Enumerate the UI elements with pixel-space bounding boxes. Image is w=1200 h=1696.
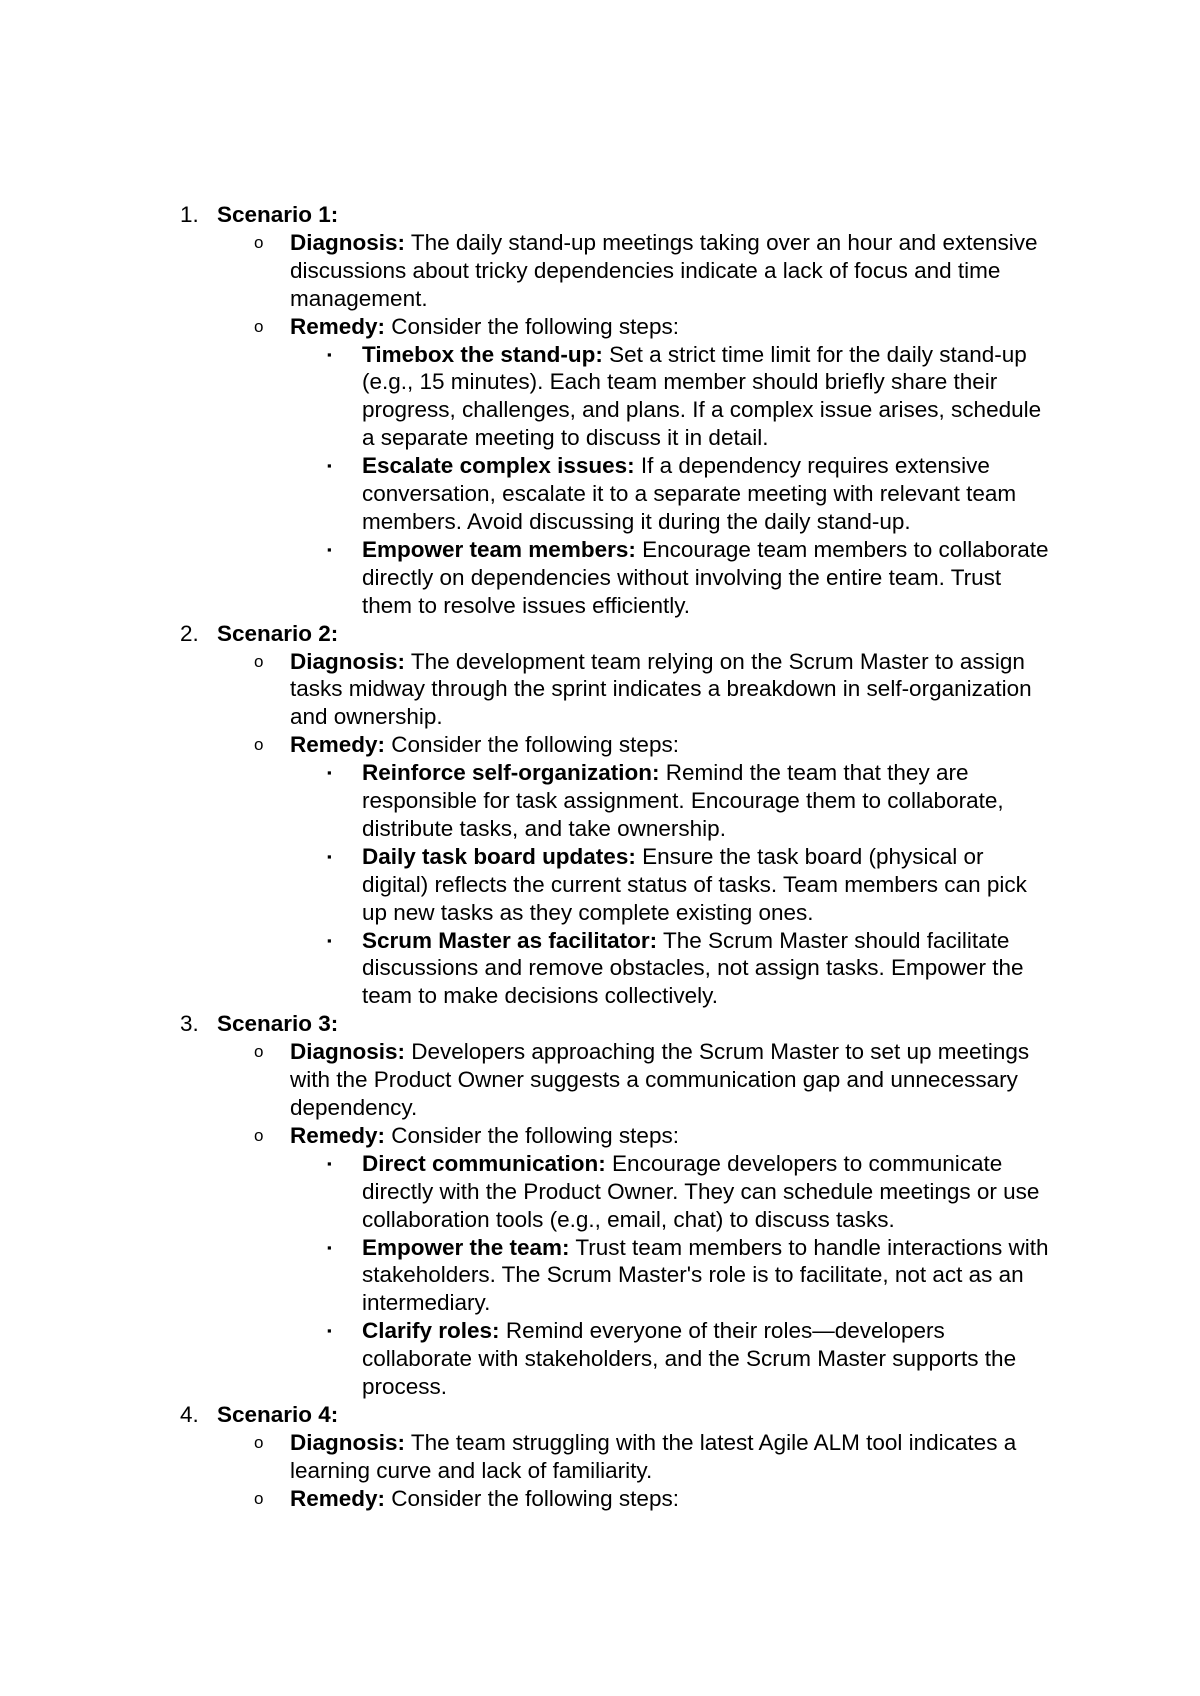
step-label: Daily task board updates: bbox=[362, 843, 636, 869]
step-item bbox=[0, 536, 1052, 620]
circle-bullet-icon: o bbox=[254, 1125, 264, 1145]
diagnosis-item bbox=[0, 1429, 1058, 1485]
scenario-title: Scenario 1: bbox=[217, 202, 339, 227]
square-bullet-icon: ▪ bbox=[327, 1155, 332, 1171]
step-label: Scrum Master as facilitator: bbox=[362, 927, 658, 953]
circle-bullet-icon: o bbox=[254, 232, 264, 252]
list-number: 1. bbox=[180, 202, 199, 227]
step-text: Encourage team members to collaborate directly on dependencies without involving the entire team. Trust them to resolve issues efficiently. bbox=[362, 536, 1049, 618]
step-item bbox=[0, 843, 1052, 927]
remedy-label: Remedy: bbox=[290, 732, 386, 758]
scenario-title: Scenario 4: bbox=[217, 1401, 339, 1427]
square-bullet-icon: ▪ bbox=[327, 932, 332, 948]
step-text: Remind the team that they are responsible for task assignment. Encourage them to collaborate, distribute tasks, and take ownership. bbox=[362, 760, 1004, 841]
step-label: Reinforce self-organization: bbox=[362, 760, 660, 786]
remedy-text: Consider the following steps: bbox=[385, 313, 679, 339]
step-text: Ensure the task board (physical or digital) reflects the current status of tasks. Team members can pick up new tasks as they complete existing ones. bbox=[362, 843, 1027, 925]
scenario-title: Scenario 3: bbox=[217, 1011, 339, 1037]
diagnosis-text: The development team relying on the Scrum Master to assign tasks midway through the sprint indicates a breakdown in self-organization and ownership. bbox=[290, 648, 1032, 730]
scenario-2 bbox=[0, 620, 1200, 648]
list-number: 3. bbox=[180, 1011, 199, 1037]
list-number: 4. bbox=[180, 1401, 199, 1427]
step-item bbox=[0, 1150, 1052, 1234]
diagnosis-item bbox=[0, 229, 1058, 313]
remedy-label: Remedy: bbox=[290, 1122, 386, 1148]
square-bullet-icon: ▪ bbox=[327, 1239, 332, 1255]
diagnosis-text: The daily stand-up meetings taking over an hour and extensive discussions about tricky dependencies indicate a lack of focus and time management. bbox=[290, 229, 1038, 311]
circle-bullet-icon: o bbox=[254, 651, 264, 671]
diagnosis-item bbox=[0, 648, 1058, 732]
step-text: If a dependency requires extensive conversation, escalate it to a separate meeting with relevant team members. Avoid discussing it during the daily stand-up. bbox=[362, 453, 1017, 534]
diagnosis-label: Diagnosis: bbox=[290, 1429, 406, 1455]
diagnosis-item bbox=[0, 1038, 1058, 1122]
square-bullet-icon: ▪ bbox=[327, 848, 332, 864]
scenario-list bbox=[0, 201, 1200, 1513]
remedy-item bbox=[0, 313, 1058, 341]
remedy-item bbox=[0, 731, 1058, 759]
scenario-4 bbox=[0, 1401, 1200, 1429]
list-number: 2. bbox=[180, 620, 199, 646]
diagnosis-text: The team struggling with the latest Agile ALM tool indicates a learning curve and lack of familiarity. bbox=[290, 1429, 1017, 1483]
circle-bullet-icon: o bbox=[254, 1042, 264, 1062]
square-bullet-icon: ▪ bbox=[327, 458, 332, 474]
diagnosis-label: Diagnosis: bbox=[290, 229, 406, 255]
step-label: Direct communication: bbox=[362, 1150, 606, 1176]
scenario-1 bbox=[0, 201, 1200, 229]
square-bullet-icon: ▪ bbox=[327, 765, 332, 781]
remedy-label: Remedy: bbox=[290, 1485, 386, 1511]
step-text: Set a strict time limit for the daily stand-up (e.g., 15 minutes). Each team member should briefly share their progress, challenges, and plans. If a complex issue arises, schedule a separate meeting to discuss it in detail. bbox=[362, 341, 1042, 451]
circle-bullet-icon: o bbox=[254, 316, 264, 336]
scenario-title: Scenario 2: bbox=[217, 620, 339, 646]
step-item bbox=[0, 452, 1052, 536]
remedy-text: Consider the following steps: bbox=[385, 1122, 679, 1148]
step-text: Encourage developers to communicate directly with the Product Owner. They can schedule meetings or use collaboration tools (e.g., email, chat) to discuss tasks. bbox=[362, 1150, 1040, 1232]
diagnosis-label: Diagnosis: bbox=[290, 1039, 406, 1065]
square-bullet-icon: ▪ bbox=[327, 1323, 332, 1339]
step-label: Clarify roles: bbox=[362, 1318, 500, 1344]
step-item bbox=[0, 927, 1052, 1011]
remedy-text: Consider the following steps: bbox=[385, 1485, 679, 1511]
circle-bullet-icon: o bbox=[254, 735, 264, 755]
diagnosis-text: Developers approaching the Scrum Master to set up meetings with the Product Owner suggests a communication gap and unnecessary dependency. bbox=[290, 1039, 1030, 1120]
step-item bbox=[0, 341, 1052, 453]
step-label: Empower team members: bbox=[362, 536, 636, 562]
scenario-3 bbox=[0, 1010, 1200, 1038]
remedy-text: Consider the following steps: bbox=[385, 732, 679, 758]
remedy-item bbox=[0, 1122, 1058, 1150]
step-item bbox=[0, 759, 1052, 843]
diagnosis-label: Diagnosis: bbox=[290, 648, 406, 674]
square-bullet-icon: ▪ bbox=[327, 346, 332, 362]
step-item bbox=[0, 1234, 1052, 1318]
step-label: Timebox the stand-up: bbox=[362, 341, 603, 367]
step-text: Trust team members to handle interactions with stakeholders. The Scrum Master's role is to facilitate, not act as an intermediary. bbox=[362, 1234, 1049, 1316]
circle-bullet-icon: o bbox=[254, 1488, 264, 1508]
step-label: Empower the team: bbox=[362, 1234, 570, 1260]
step-text: Remind everyone of their roles—developers collaborate with stakeholders, and the Scrum Master supports the process. bbox=[362, 1318, 1017, 1400]
square-bullet-icon: ▪ bbox=[327, 541, 332, 557]
step-label: Escalate complex issues: bbox=[362, 453, 635, 479]
step-text: The Scrum Master should facilitate discussions and remove obstacles, not assign tasks. Empower the team to make decisions collectively. bbox=[362, 927, 1024, 1009]
circle-bullet-icon: o bbox=[254, 1432, 264, 1452]
remedy-item bbox=[0, 1485, 1058, 1513]
step-item bbox=[0, 1317, 1052, 1401]
remedy-label: Remedy: bbox=[290, 313, 386, 339]
